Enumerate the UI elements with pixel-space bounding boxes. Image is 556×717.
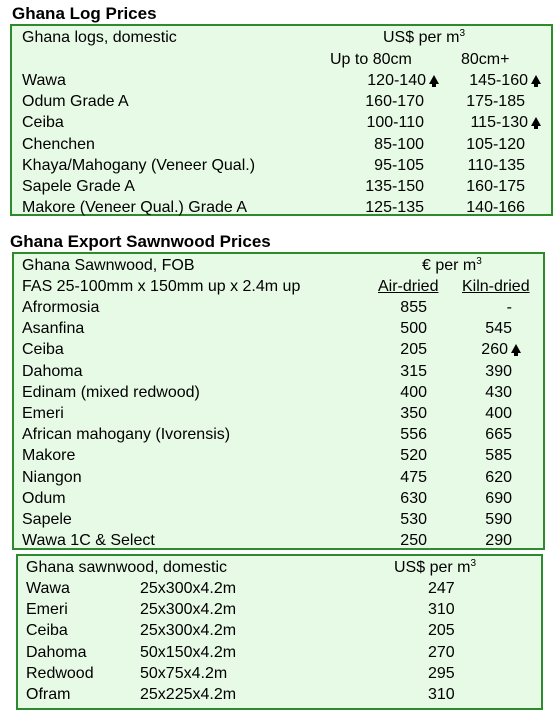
log-row-up-to-80 (367, 71, 439, 91)
export-row-name: African mahogany (Ivorensis) (22, 426, 231, 444)
log-row-80-plus (467, 156, 525, 176)
log-row-name: Ceiba (22, 114, 64, 132)
export-row-air-dried: 556 (400, 426, 427, 444)
export-row-name: Odum (22, 489, 66, 507)
export-col-air-dried: Air-dried (378, 278, 439, 295)
domestic-description: Ghana sawnwood, domestic (26, 559, 227, 576)
log-row-80-plus-text: 115-130 (470, 114, 528, 132)
log-row-up-to-80-text: 120-140 (367, 72, 426, 89)
up-arrow-icon (429, 75, 439, 84)
export-row-kiln-dried (485, 404, 512, 424)
log-col-up-to-80: Up to 80cm (330, 51, 412, 68)
log-row-up-to-80 (366, 113, 424, 133)
log-row-80-plus-text: 140-166 (466, 199, 525, 217)
export-row-kiln-dried (485, 425, 512, 445)
export-spec: FAS 25-100mm x 150mm up x 2.4m up (22, 278, 301, 295)
export-row-name: Asanfina (22, 320, 85, 338)
log-row-up-to-80-text: 125-135 (365, 199, 424, 217)
log-row-80-plus (470, 113, 541, 133)
export-row-air-dried: 315 (400, 362, 427, 380)
domestic-row-name: Ceiba (26, 622, 68, 640)
export-row-kiln-dried-text: 400 (485, 405, 512, 422)
domestic-row-name: Dahoma (26, 643, 87, 661)
export-row-kiln-dried (485, 362, 512, 382)
export-row-kiln-dried (485, 510, 512, 530)
export-row-kiln-dried-text: 545 (485, 320, 512, 338)
export-row-air-dried: 350 (400, 405, 427, 422)
log-row-name: Odum Grade A (22, 93, 129, 111)
export-row-air-dried: 630 (400, 489, 427, 507)
domestic-row-price: 310 (428, 601, 455, 619)
domestic-row-size: 50x75x4.2m (140, 664, 228, 682)
log-row-name: Wawa (22, 72, 66, 89)
log-row-up-to-80-text: 135-150 (365, 178, 424, 195)
log-row-name: Sapele Grade A (22, 178, 135, 195)
log-row-up-to-80-text: 160-170 (365, 93, 424, 111)
domestic-row-size: 50x150x4.2m (140, 643, 237, 661)
export-row-name: Wawa 1C & Select (22, 532, 155, 550)
export-row-air-dried: 475 (400, 468, 427, 486)
export-row-kiln-dried (485, 319, 512, 339)
up-arrow-icon (531, 75, 541, 84)
domestic-sawnwood-table (16, 554, 543, 710)
domestic-row-price: 295 (428, 664, 455, 682)
export-row-kiln-dried (485, 489, 512, 509)
export-unit: € per $m^3$ (422, 256, 482, 274)
log-row-up-to-80-text: 95-105 (374, 156, 424, 174)
up-arrow-icon (511, 344, 521, 353)
log-row-up-to-80 (365, 92, 424, 112)
log-row-up-to-80 (365, 177, 424, 197)
log-row-80-plus-text: 145-160 (469, 72, 528, 89)
export-row-kiln-dried-text: 430 (485, 383, 512, 401)
domestic-row-price: 270 (428, 643, 455, 661)
export-row-kiln-dried (485, 446, 512, 466)
export-row-kiln-dried (507, 298, 512, 318)
log-row-80-plus (466, 135, 525, 155)
domestic-row-size: 25x300x4.2m (140, 601, 237, 619)
export-row-air-dried: 500 (400, 320, 427, 338)
log-row-80-plus (469, 71, 541, 91)
export-row-name: Dahoma (22, 362, 83, 380)
export-col-kiln-dried: Kiln-dried (462, 278, 530, 295)
log-prices-table (10, 24, 553, 216)
export-row-kiln-dried-text: - (506, 299, 512, 316)
log-row-name: Khaya/Mahogany (Veneer Qual.) (22, 156, 256, 174)
log-row-80-plus (466, 177, 525, 197)
domestic-row-size: 25x300x4.2m (140, 580, 237, 597)
export-description: Ghana Sawnwood, FOB (22, 257, 195, 274)
export-row-air-dried: 855 (400, 299, 427, 316)
export-row-air-dried: 520 (400, 447, 427, 465)
domestic-unit: US$ per $m^3$ (394, 558, 477, 576)
log-row-up-to-80-text: 100-110 (366, 114, 424, 132)
export-row-air-dried: 205 (400, 341, 427, 359)
export-row-kiln-dried-text: 390 (485, 362, 512, 380)
log-row-up-to-80 (365, 198, 424, 218)
export-row-name: Afrormosia (22, 299, 100, 316)
log-row-80-plus-text: 175-185 (466, 93, 525, 111)
log-row-name: Makore (Veneer Qual.) Grade A (22, 199, 247, 217)
domestic-row-name: Wawa (26, 580, 70, 597)
export-row-name: Emeri (22, 405, 64, 422)
export-row-kiln-dried-text: 590 (485, 511, 512, 528)
domestic-row-name: Redwood (26, 664, 94, 682)
export-row-kiln-dried-text: 665 (485, 426, 512, 444)
log-row-80-plus-text: 110-135 (467, 156, 525, 174)
export-row-kiln-dried-text: 690 (485, 489, 512, 507)
log-prices-heading: Ghana Log Prices (12, 4, 157, 23)
export-row-kiln-dried (485, 468, 512, 488)
log-row-80-plus (466, 92, 525, 112)
export-row-kiln-dried-text: 620 (485, 468, 512, 486)
log-description: Ghana logs, domestic (22, 29, 177, 46)
domestic-row-size: 25x225x4.2m (140, 686, 237, 703)
export-row-name: Sapele (22, 511, 72, 528)
log-row-80-plus-text: 160-175 (466, 178, 525, 195)
export-row-name: Niangon (22, 468, 82, 486)
export-row-name: Makore (22, 447, 76, 465)
log-unit: US$ per $m^3$ (383, 28, 466, 46)
export-row-kiln-dried-text: 585 (485, 447, 512, 465)
export-row-kiln-dried (485, 383, 512, 403)
export-row-kiln-dried-text: 290 (485, 532, 512, 550)
domestic-row-size: 25x300x4.2m (140, 622, 237, 640)
export-prices-heading: Ghana Export Sawnwood Prices (10, 232, 271, 251)
up-arrow-icon (531, 117, 541, 126)
export-row-kiln-dried (485, 531, 512, 551)
export-row-kiln-dried (481, 340, 521, 360)
export-row-air-dried: 250 (400, 532, 427, 550)
export-row-name: Edinam (mixed redwood) (22, 383, 200, 401)
domestic-row-price: 247 (428, 580, 455, 597)
export-prices-table (12, 252, 545, 550)
domestic-row-price: 205 (428, 622, 455, 640)
domestic-row-name: Emeri (26, 601, 68, 619)
export-row-air-dried: 530 (400, 511, 427, 528)
export-row-name: Ceiba (22, 341, 64, 359)
log-row-name: Chenchen (22, 135, 95, 153)
log-row-up-to-80 (374, 135, 424, 155)
domestic-row-name: Ofram (26, 686, 71, 703)
domestic-row-price: 310 (428, 686, 455, 703)
log-row-up-to-80-text: 85-100 (374, 135, 424, 153)
export-row-air-dried: 400 (400, 383, 427, 401)
log-row-up-to-80 (374, 156, 424, 176)
log-row-80-plus-text: 105-120 (466, 135, 525, 153)
export-row-kiln-dried-text: 260 (481, 341, 508, 359)
log-row-80-plus (466, 198, 525, 218)
log-col-80-plus: 80cm+ (461, 51, 510, 68)
